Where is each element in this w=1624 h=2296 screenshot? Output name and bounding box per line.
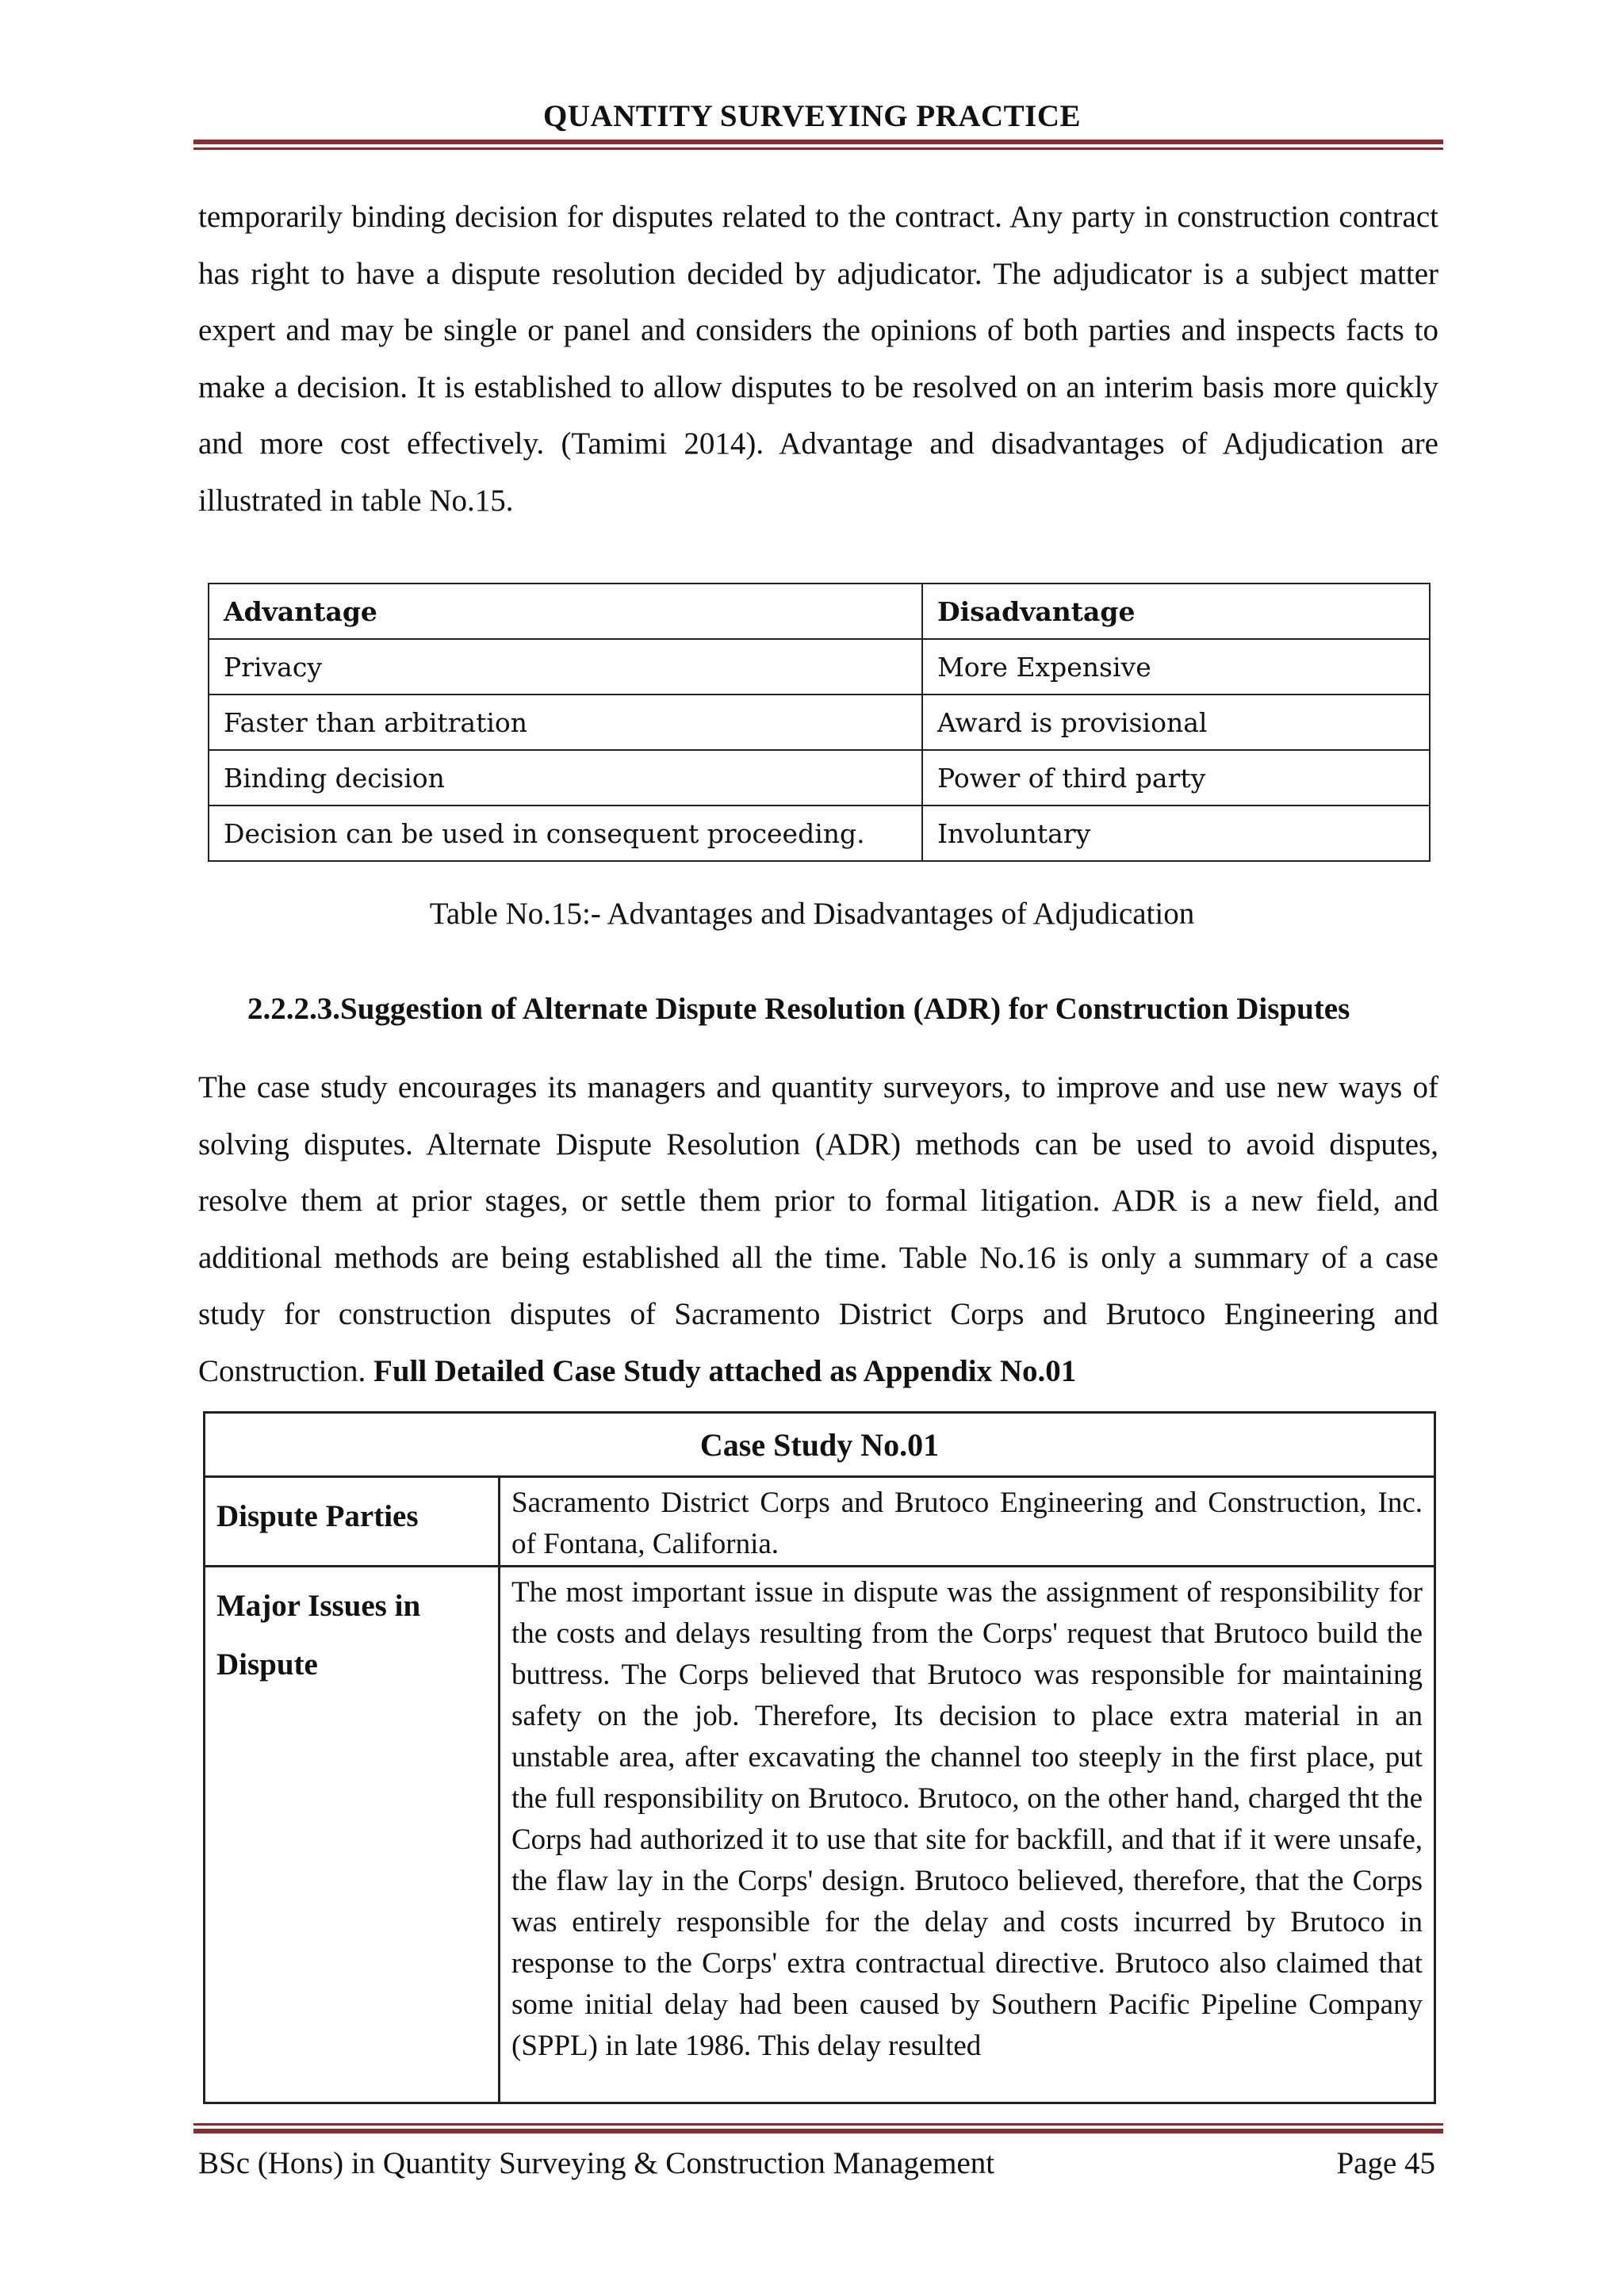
header-rule-thick — [193, 140, 1443, 144]
section-paragraph — [198, 1059, 1438, 1399]
page-number: Page 45 — [1336, 2146, 1435, 2180]
footer-program: BSc (Hons) in Quantity Surveying & Construction Management — [198, 2146, 995, 2180]
disadvantage-cell: Involuntary — [922, 806, 1430, 861]
case-study-title-row — [205, 1413, 1435, 1477]
disadvantage-cell: More Expensive — [922, 639, 1430, 695]
case-study-title: Case Study No.01 — [205, 1413, 1435, 1477]
major-issues-text: The most important issue in dispute was the assignment of responsibility for the costs and delays resulting from the Corps' request that Brutoco build the buttress. The Corps believed that Brutoco was responsible for maintaining safety on the job. Therefore, Its decision to place extra material in an unstable area, after excavating the channel too steeply in the first place, put the full responsibility on Brutoco. Brutoco, on the other hand, charged tht the Corps had authorized it to use that site for backfill, and that if it were unsafe, the flaw lay in the Corps' design. Brutoco believed, therefore, that the Corps was entirely responsible for the delay and costs incurred by Brutoco in response to the Corps' extra contractual directive. Brutoco also claimed that some initial delay had been caused by Southern Pacific Pipeline Company (SPPL) in late 1986. This delay resulted — [500, 1567, 1435, 2103]
table-row — [209, 806, 1430, 861]
major-issues-label: Major Issues in Dispute — [205, 1567, 500, 2103]
case-study-table — [203, 1411, 1436, 2104]
table-caption: Table No.15:- Advantages and Disadvantages of Adjudication — [429, 897, 1195, 931]
table-row — [205, 1567, 1435, 2103]
adjudication-table — [208, 583, 1431, 862]
header-advantage: Advantage — [209, 584, 922, 639]
advantage-cell: Decision can be used in consequent proceeding. — [209, 806, 922, 861]
disadvantage-cell: Power of third party — [922, 750, 1430, 806]
footer-rule-thin — [193, 2123, 1443, 2126]
dispute-parties-text: Sacramento District Corps and Brutoco Engineering and Construction, Inc. of Fontana, California. — [500, 1477, 1435, 1567]
table-header-row — [209, 584, 1430, 639]
dispute-parties-label: Dispute Parties — [205, 1477, 500, 1567]
appendix-reference: Full Detailed Case Study attached as Appendix No.01 — [373, 1353, 1077, 1388]
header-rule-thin — [193, 147, 1443, 150]
advantage-cell: Faster than arbitration — [209, 695, 922, 750]
section-heading: 2.2.2.3.Suggestion of Alternate Dispute Resolution (ADR) for Construction Disputes — [247, 992, 1350, 1026]
advantage-cell: Privacy — [209, 639, 922, 695]
disadvantage-cell: Award is provisional — [922, 695, 1430, 750]
intro-paragraph: temporarily binding decision for disputes related to the contract. Any party in construction contract has right to have a dispute resolution decided by adjudicator. The adjudicator is a subject matter expert and may be single or panel and considers the opinions of both parties and inspects facts to make a decision. It is established to allow disputes to be resolved on an interim basis more quickly and more cost effectively. (Tamimi 2014). Advantage and disadvantages of Adjudication are illustrated in table No.15. — [198, 200, 1438, 518]
advantage-cell: Binding decision — [209, 750, 922, 806]
footer-rule-thick — [193, 2129, 1443, 2133]
section-paragraph-text: The case study encourages its managers and quantity surveyors, to improve and use new ways of solving disputes. Alternate Dispute Resolution (ADR) methods can be used to avoid disputes, resolve them at prior stages, or settle them prior to formal litigation. ADR is a new field, and additional methods are being established all the time. Table No.16 is only a summary of a case study for construction disputes of Sacramento District Corps and Brutoco Engineering and Construction. — [198, 1070, 1438, 1388]
table-row — [205, 1477, 1435, 1567]
table-row — [209, 695, 1430, 750]
table-row — [209, 750, 1430, 806]
page-header-title: QUANTITY SURVEYING PRACTICE — [542, 99, 1082, 133]
table-row — [209, 639, 1430, 695]
header-disadvantage: Disadvantage — [922, 584, 1430, 639]
